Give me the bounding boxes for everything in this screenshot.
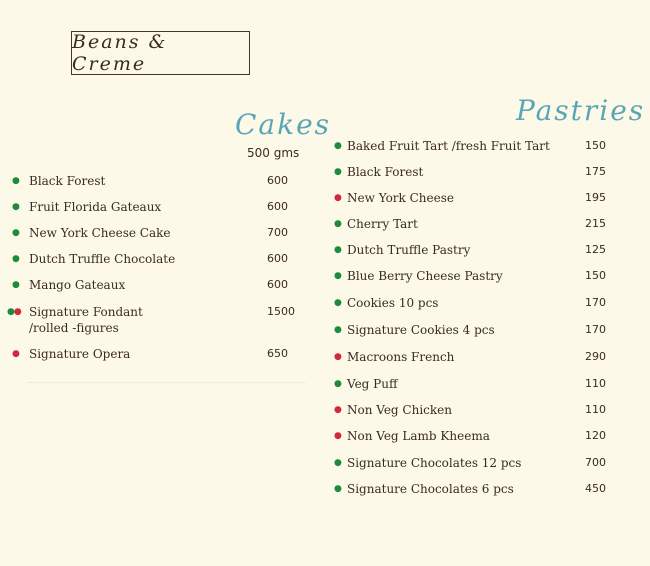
- menu-item-name-line: Macroons French: [347, 350, 455, 364]
- menu-item-name: [347, 455, 521, 471]
- veg-indicator-icon: [334, 402, 341, 418]
- veg-dot-icon: ●: [12, 280, 19, 290]
- menu-item-name-line: Non Veg Chicken: [347, 403, 452, 417]
- menu-item-price: 195: [585, 191, 606, 204]
- veg-indicator-icon: [334, 428, 341, 444]
- menu-item-price: 700: [585, 456, 606, 469]
- menu-item-price: 170: [585, 323, 606, 336]
- menu-item-price: 600: [267, 252, 288, 265]
- menu-item-name-line: Dutch Truffle Chocolate: [29, 252, 176, 266]
- veg-indicator-icon: [12, 173, 19, 189]
- brand-logo: [71, 31, 250, 75]
- veg-indicator-icon: [334, 295, 341, 311]
- menu-item-name-line: Signature Opera: [29, 347, 131, 361]
- veg-indicator-icon: [334, 455, 341, 471]
- veg-dot-icon: ●: [12, 228, 19, 238]
- menu-item-name-line: Signature Cookies 4 pcs: [347, 323, 495, 337]
- veg-indicator-icon: [334, 216, 341, 232]
- non-veg-dot-icon: ●: [334, 352, 341, 362]
- non-veg-dot-icon: ●: [13, 307, 21, 317]
- veg-indicator-icon: [334, 349, 341, 365]
- menu-item-price: 170: [585, 296, 606, 309]
- menu-item-price: 150: [585, 269, 606, 282]
- veg-dot-icon: ●: [334, 484, 341, 494]
- veg-dot-icon: ●: [334, 379, 341, 389]
- menu-item-name-line: Cookies 10 pcs: [347, 296, 439, 310]
- menu-item-price: 110: [585, 377, 606, 390]
- menu-item-name: [347, 242, 470, 258]
- menu-item-name-line: Blue Berry Cheese Pastry: [347, 269, 503, 283]
- menu-item-name: [29, 304, 143, 336]
- menu-item-name-line: Dutch Truffle Pastry: [347, 243, 471, 257]
- pastries-section-title: Pastries: [516, 94, 646, 127]
- menu-item-name: [347, 376, 398, 392]
- menu-item-name: [347, 216, 418, 232]
- non-veg-dot-icon: ●: [334, 431, 341, 441]
- veg-indicator-icon: [334, 190, 341, 206]
- menu-item-price: 120: [585, 429, 606, 442]
- veg-dot-icon: ●: [334, 298, 341, 308]
- menu-item-name-line: Signature Chocolates 12 pcs: [347, 456, 522, 470]
- veg-dot-icon: ●: [334, 271, 341, 281]
- menu-item-name: [29, 225, 171, 241]
- menu-item-name-line: /rolled -figures: [29, 321, 119, 335]
- menu-item-price: 215: [585, 217, 606, 230]
- veg-indicator-icon: [12, 251, 19, 267]
- menu-item-name: [347, 322, 495, 338]
- menu-item-name: [347, 190, 454, 206]
- veg-dot-icon: ●: [334, 325, 341, 335]
- menu-item-name-line: New York Cheese Cake: [29, 226, 171, 240]
- menu-item-price: 700: [267, 226, 288, 239]
- menu-item-price: 150: [585, 139, 606, 152]
- veg-indicator-icon: [12, 225, 19, 241]
- menu-item-price: 175: [585, 165, 606, 178]
- non-veg-dot-icon: ●: [334, 405, 341, 415]
- veg-dot-icon: ●: [12, 254, 19, 264]
- non-veg-dot-icon: ●: [334, 193, 341, 203]
- veg-indicator-icon: [12, 199, 19, 215]
- cakes-section-title: Cakes: [235, 108, 332, 141]
- cakes-weight-subtitle: 500 gms: [247, 146, 300, 160]
- veg-indicator-icon: [334, 242, 341, 258]
- menu-item-price: 1500: [267, 305, 295, 318]
- veg-dot-icon: ●: [334, 167, 341, 177]
- menu-item-name-line: Black Forest: [29, 174, 106, 188]
- menu-item-name: [29, 199, 161, 215]
- menu-item-name: [347, 349, 454, 365]
- veg-dot-icon: ●: [12, 202, 19, 212]
- menu-item-name: [347, 295, 438, 311]
- menu-item-price: 110: [585, 403, 606, 416]
- veg-dot-icon: ●: [7, 307, 14, 317]
- menu-item-price: 650: [267, 347, 288, 360]
- non-veg-dot-icon: ●: [12, 349, 19, 359]
- veg-indicator-icon: [334, 322, 341, 338]
- veg-dot-icon: ●: [334, 141, 341, 151]
- veg-dot-icon: ●: [12, 176, 19, 186]
- veg-dot-icon: ●: [334, 219, 341, 229]
- menu-item-name-line: Non Veg Lamb Kheema: [347, 429, 490, 443]
- menu-item-name-line: Veg Puff: [347, 377, 398, 391]
- menu-item-price: 600: [267, 278, 288, 291]
- veg-indicator-icon: [334, 376, 341, 392]
- veg-indicator-icon: [334, 164, 341, 180]
- menu-item-name: [347, 428, 490, 444]
- menu-item-name: [347, 268, 503, 284]
- veg-dot-icon: ●: [334, 458, 341, 468]
- menu-item-name-line: New York Cheese: [347, 191, 454, 205]
- menu-item-name: [29, 346, 130, 362]
- section-divider: [28, 382, 306, 383]
- veg-indicator-icon: [12, 346, 19, 362]
- menu-item-name-line: Mango Gateaux: [29, 278, 126, 292]
- menu-item-name-line: Baked Fruit Tart /fresh Fruit Tart: [347, 139, 550, 153]
- menu-item-price: 600: [267, 200, 288, 213]
- menu-item-price: 450: [585, 482, 606, 495]
- veg-indicator-icon: [334, 481, 341, 497]
- menu-item-name-line: Signature Fondant: [29, 305, 143, 319]
- veg-indicator-icon: [334, 268, 341, 284]
- veg-indicator-icon: [7, 304, 21, 320]
- menu-item-name: [347, 402, 452, 418]
- menu-item-name: [347, 164, 423, 180]
- menu-item-price: 600: [267, 174, 288, 187]
- menu-item-name: [29, 173, 105, 189]
- veg-dot-icon: ●: [334, 245, 341, 255]
- menu-item-name: [347, 138, 550, 154]
- brand-name: Beans & Creme: [72, 31, 168, 75]
- menu-item-name: [29, 251, 175, 267]
- menu-item-name-line: Cherry Tart: [347, 217, 418, 231]
- veg-indicator-icon: [12, 277, 19, 293]
- menu-item-name-line: Signature Chocolates 6 pcs: [347, 482, 514, 496]
- menu-item-price: 125: [585, 243, 606, 256]
- menu-item-name: [29, 277, 125, 293]
- veg-indicator-icon: [334, 138, 341, 154]
- menu-item-price: 290: [585, 350, 606, 363]
- menu-item-name: [347, 481, 514, 497]
- menu-item-name-line: Black Forest: [347, 165, 424, 179]
- menu-item-name-line: Fruit Florida Gateaux: [29, 200, 162, 214]
